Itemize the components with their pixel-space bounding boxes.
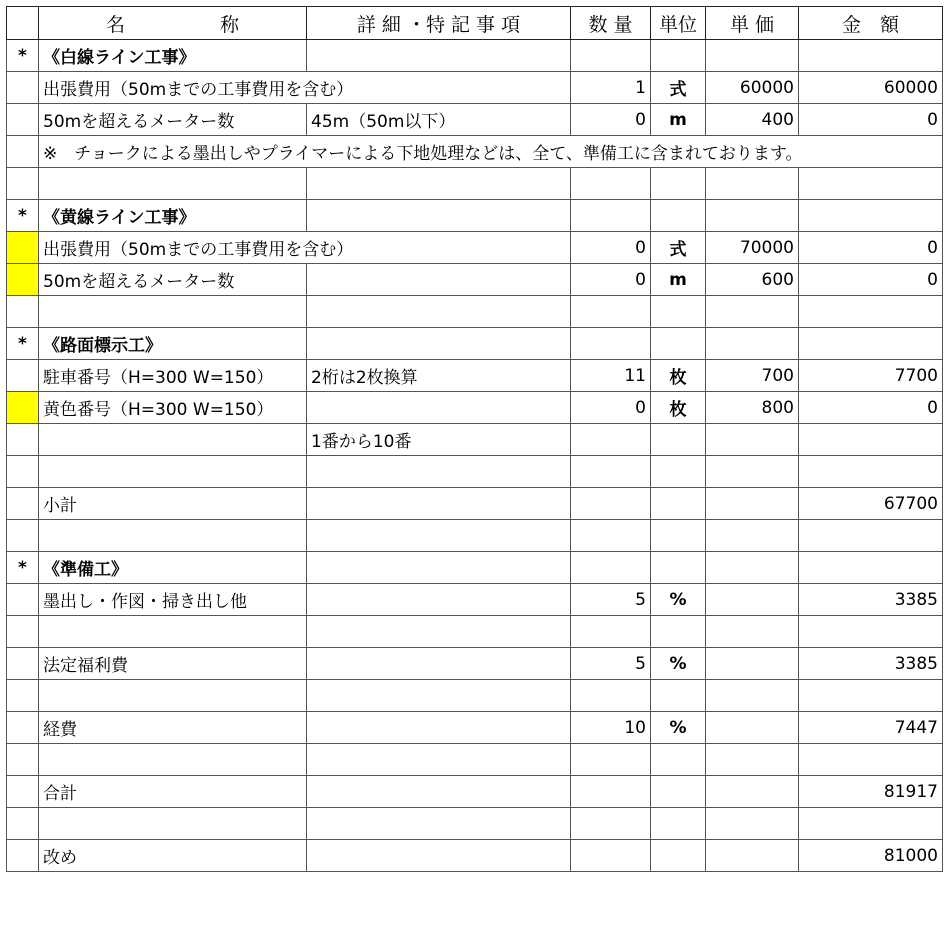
row-mark-cell [7,776,39,808]
table-row [7,328,943,360]
header-unit: 単位 [651,7,706,40]
empty-cell [651,808,706,840]
item-qty: 11 [571,360,651,392]
row-mark-cell [7,296,39,328]
empty-cell [706,200,799,232]
header-qty: 数 量 [571,7,651,40]
empty-cell [39,456,307,488]
header-row [7,7,943,40]
table-row [7,296,943,328]
table-row [7,72,943,104]
item-qty [571,776,651,808]
item-name: 法定福利費 [39,648,307,680]
row-mark-cell [7,168,39,200]
item-amount: 60000 [799,72,943,104]
item-name: 合計 [39,776,307,808]
item-detail [307,584,571,616]
empty-cell [799,168,943,200]
row-mark-cell: * [7,328,39,360]
row-mark-cell [7,744,39,776]
table-row [7,488,943,520]
table-row [7,104,943,136]
item-detail [307,840,571,872]
empty-cell [39,296,307,328]
empty-cell [571,680,651,712]
item-unit: m [651,264,706,296]
item-price: 700 [706,360,799,392]
empty-cell [651,168,706,200]
item-qty [571,840,651,872]
item-name: 黄色番号（H=300 W=150） [39,392,307,424]
item-amount: 0 [799,264,943,296]
empty-cell [651,680,706,712]
item-price [706,648,799,680]
empty-cell [39,616,307,648]
row-mark-cell [7,72,39,104]
empty-cell [706,328,799,360]
item-amount [799,424,943,456]
empty-cell [651,456,706,488]
item-amount: 81917 [799,776,943,808]
note-text: ※ チョークによる墨出しやプライマーによる下地処理などは、全て、準備工に含まれております。 [39,136,943,168]
row-mark-cell [7,840,39,872]
header-name: 名 称 [39,7,307,40]
empty-cell [799,808,943,840]
item-price: 400 [706,104,799,136]
table-row [7,776,943,808]
empty-cell [39,168,307,200]
empty-cell [571,744,651,776]
item-detail: 1番から10番 [307,424,571,456]
empty-cell [571,520,651,552]
item-unit: % [651,648,706,680]
empty-cell [651,200,706,232]
table-row [7,712,943,744]
empty-cell [39,520,307,552]
table-row [7,744,943,776]
empty-cell [706,40,799,72]
item-name: 経費 [39,712,307,744]
empty-cell [706,168,799,200]
item-detail [307,264,571,296]
row-mark-cell [7,104,39,136]
empty-cell [651,744,706,776]
item-amount: 67700 [799,488,943,520]
empty-cell [706,456,799,488]
table-row [7,264,943,296]
item-price [706,776,799,808]
item-qty: 1 [571,72,651,104]
empty-cell [706,296,799,328]
table-row [7,840,943,872]
item-detail [307,648,571,680]
row-mark-cell [7,808,39,840]
item-amount: 3385 [799,584,943,616]
section-title: 《路面標示工》 [39,328,307,360]
item-name: 小計 [39,488,307,520]
empty-cell [799,40,943,72]
empty-cell [706,616,799,648]
table-row [7,200,943,232]
row-mark-cell [7,456,39,488]
empty-cell [307,616,571,648]
row-mark-cell [7,424,39,456]
highlight-mark-cell [7,232,39,264]
item-amount: 3385 [799,648,943,680]
item-name: 墨出し・作図・掃き出し他 [39,584,307,616]
empty-cell [799,200,943,232]
section-title: 《黄線ライン工事》 [39,200,307,232]
item-qty [571,488,651,520]
item-qty: 5 [571,648,651,680]
item-detail: 45m（50m以下） [307,104,571,136]
row-mark-cell [7,648,39,680]
row-mark-cell [7,584,39,616]
item-price [706,488,799,520]
item-price: 60000 [706,72,799,104]
empty-cell [799,456,943,488]
item-amount: 7700 [799,360,943,392]
empty-cell [651,328,706,360]
empty-cell [799,744,943,776]
empty-cell [571,296,651,328]
row-mark-cell [7,136,39,168]
highlight-mark-cell [7,392,39,424]
item-amount: 0 [799,232,943,264]
table-row [7,584,943,616]
table-row [7,40,943,72]
empty-cell [571,168,651,200]
item-amount: 81000 [799,840,943,872]
empty-cell [307,680,571,712]
item-unit: % [651,712,706,744]
empty-cell [307,744,571,776]
item-amount: 7447 [799,712,943,744]
empty-cell [799,296,943,328]
empty-cell [706,520,799,552]
table-row [7,808,943,840]
empty-cell [799,680,943,712]
table-row [7,168,943,200]
item-price [706,584,799,616]
row-mark-cell [7,488,39,520]
row-mark-cell [7,680,39,712]
empty-cell [307,40,571,72]
empty-cell [651,552,706,584]
empty-cell [651,520,706,552]
row-mark-cell [7,520,39,552]
empty-cell [39,808,307,840]
item-unit [651,488,706,520]
item-detail: 2桁は2枚換算 [307,360,571,392]
empty-cell [307,168,571,200]
table-row [7,648,943,680]
table-row [7,456,943,488]
row-mark-cell: * [7,200,39,232]
item-unit: 式 [651,232,706,264]
empty-cell [799,616,943,648]
item-price: 70000 [706,232,799,264]
item-qty [571,424,651,456]
empty-cell [571,808,651,840]
empty-cell [799,520,943,552]
row-mark-cell: * [7,552,39,584]
row-mark-cell [7,712,39,744]
item-unit: 枚 [651,360,706,392]
empty-cell [39,744,307,776]
header-detail: 詳 細 ・特 記 事 項 [307,7,571,40]
item-unit [651,424,706,456]
item-amount: 0 [799,104,943,136]
item-name: 出張費用（50mまでの工事費用を含む） [39,72,307,104]
empty-cell [307,552,571,584]
item-detail [307,488,571,520]
item-unit: % [651,584,706,616]
header-mark-cell [7,7,39,40]
item-price [706,712,799,744]
item-price [706,424,799,456]
item-name [39,424,307,456]
estimate-table [6,6,943,872]
empty-cell [706,680,799,712]
empty-cell [799,328,943,360]
table-row [7,232,943,264]
highlight-mark-cell [7,264,39,296]
item-qty: 0 [571,392,651,424]
table-body [7,7,943,872]
row-mark-cell [7,360,39,392]
item-unit: 式 [651,72,706,104]
empty-cell [571,616,651,648]
table-row [7,392,943,424]
empty-cell [706,744,799,776]
table-row [7,424,943,456]
table-row [7,616,943,648]
item-name: 駐車番号（H=300 W=150） [39,360,307,392]
item-qty: 0 [571,104,651,136]
empty-cell [651,616,706,648]
empty-cell [571,552,651,584]
empty-cell [307,328,571,360]
table-row [7,360,943,392]
table-row [7,552,943,584]
table-row [7,136,943,168]
empty-cell [307,520,571,552]
row-mark-cell: * [7,40,39,72]
empty-cell [571,200,651,232]
empty-cell [307,200,571,232]
table-row [7,680,943,712]
empty-cell [307,808,571,840]
item-qty: 5 [571,584,651,616]
item-price: 800 [706,392,799,424]
item-qty: 10 [571,712,651,744]
item-name: 50mを超えるメーター数 [39,264,307,296]
item-unit [651,840,706,872]
empty-cell [571,456,651,488]
item-qty: 0 [571,232,651,264]
item-name: 出張費用（50mまでの工事費用を含む） [39,232,307,264]
item-detail [307,776,571,808]
empty-cell [307,456,571,488]
empty-cell [307,296,571,328]
empty-cell [571,40,651,72]
item-price [706,840,799,872]
header-amount: 金 額 [799,7,943,40]
empty-cell [571,328,651,360]
item-name: 50mを超えるメーター数 [39,104,307,136]
empty-cell [706,808,799,840]
empty-cell [706,552,799,584]
item-unit [651,776,706,808]
item-unit: 枚 [651,392,706,424]
item-name: 改め [39,840,307,872]
empty-cell [39,680,307,712]
section-title: 《白線ライン工事》 [39,40,307,72]
item-price: 600 [706,264,799,296]
empty-cell [651,296,706,328]
section-title: 《準備工》 [39,552,307,584]
item-detail [307,392,571,424]
row-mark-cell [7,616,39,648]
empty-cell [799,552,943,584]
item-detail [307,712,571,744]
item-qty: 0 [571,264,651,296]
table-row [7,520,943,552]
empty-cell [651,40,706,72]
item-unit: m [651,104,706,136]
item-amount: 0 [799,392,943,424]
header-price: 単 価 [706,7,799,40]
